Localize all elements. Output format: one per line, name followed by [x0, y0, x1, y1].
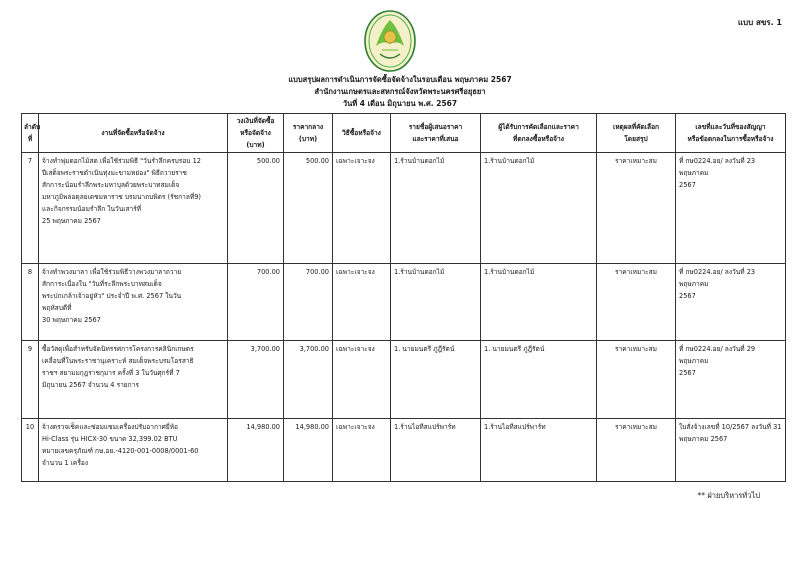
cell-work-line: มิถุนายน 2567 จำนวน 4 รายการ: [42, 381, 139, 389]
table-row: [22, 264, 786, 341]
cell-contract-line: ที่ กษ0224.อย/ ลงวันที่ 23 พฤษภาคม: [679, 157, 756, 177]
cell-work-line: เคลื่อนที่ในพระราชานุเคราะห์ สมเด็จพระบรมโอรสาธิ: [42, 357, 194, 365]
cell-budget: 700.00: [228, 264, 284, 341]
cell-bidders: 1.ร้านบ้านดอกไม้: [391, 153, 481, 264]
header-text: เลขที่และวันที่ของสัญญา: [695, 123, 766, 131]
cell-work-line: หมายเลขครุภัณฑ์ กษ.อย.-4120-001-0008/0001-60: [42, 447, 199, 455]
cell-no: 7: [22, 153, 39, 264]
header-budget: [228, 114, 284, 153]
header-text: โดยสรุป: [624, 135, 648, 143]
cell-work-line: สักการะน้อมรำลึกพระมหาบุลด้วยพระบาทสมเด็จ: [42, 181, 180, 189]
cell-no: 10: [22, 419, 39, 482]
cell-no: 9: [22, 341, 39, 419]
cell-contract: [676, 153, 786, 264]
agency-seal-logo: [364, 10, 416, 72]
header-work: [39, 114, 228, 153]
cell-work-line: ปีเสด็จพระราชดำเนินทุ่งมะขามหย่อง" พิธีถวายราช: [42, 169, 187, 177]
cell-median-price: 14,980.00: [284, 419, 333, 482]
cell-reason: ราคาเหมาะสม: [597, 419, 676, 482]
cell-bidders: 1.ร้านไอทีสแปร์พาร์ท: [391, 419, 481, 482]
cell-contract: [676, 419, 786, 482]
cell-method: เฉพาะเจาะจง: [333, 264, 391, 341]
header-text: ราคากลาง: [292, 123, 324, 131]
form-code: แบบ สขร. 1: [737, 18, 782, 27]
cell-median-price: 500.00: [284, 153, 333, 264]
cell-work-line: และกิจกรรมน้อมรำลึก ในวันเสาร์ที่: [42, 205, 142, 213]
report-date: วันที่ 4 เดือน มิถุนายน พ.ศ. 2567: [342, 99, 458, 108]
header-method: [333, 114, 391, 153]
cell-budget: 3,700.00: [228, 341, 284, 419]
cell-work-line: 25 พฤษภาคม 2567: [42, 217, 101, 225]
cell-contract-line: 2567: [679, 369, 696, 377]
header-reason: [597, 114, 676, 153]
header-text: งานที่จัดซื้อหรือจัดจ้าง: [101, 129, 165, 137]
report-title: แบบสรุปผลการดำเนินการจัดซื้อจัดจ้างในรอบเดือน พฤษภาคม 2567: [288, 75, 512, 84]
office-name: สำนักงานเกษตรและสหกรณ์จังหวัดพระนครศรีอยุธยา: [314, 87, 486, 96]
cell-work: [39, 419, 228, 482]
cell-reason: ราคาเหมาะสม: [597, 341, 676, 419]
cell-work-line: จ้างทำพวงมาลา เพื่อใช้ร่วมพิธีวางพวงมาลาถวาย: [42, 268, 182, 276]
cell-median-price: 3,700.00: [284, 341, 333, 419]
cell-work-line: Hi-Class รุ่น HICX-30 ขนาด 32,399.02 BTU: [42, 435, 178, 443]
header-text: และราคาที่เสนอ: [412, 135, 459, 143]
header-text: หรือจัดจ้าง (บาท): [240, 129, 271, 149]
cell-work-line: จำนวน 1 เครื่อง: [42, 459, 89, 467]
cell-selected: 1.ร้านไอทีสแปร์พาร์ท: [481, 419, 597, 482]
cell-work-line: สักการะเนื่องใน "วันที่ระลึกพระบาทสมเด็จ: [42, 280, 162, 288]
header-text: รายชื่อผู้เสนอราคา: [408, 123, 463, 131]
cell-work-line: พระปกเกล้าเจ้าอยู่หัว" ประจำปี พ.ศ. 2567 ในวัน: [42, 292, 182, 300]
procurement-summary-table: [21, 113, 786, 482]
table-header-row: [22, 114, 786, 153]
table-row: [22, 153, 786, 264]
cell-contract: [676, 264, 786, 341]
footer-note: ** ฝ่ายบริหารทั่วไป: [697, 491, 760, 500]
cell-contract-line: 2567: [679, 181, 696, 189]
cell-work-line: มหาภูมิพลอดุลยเดชมหาราช บรมนาถบพิตร (รัชกาลที่9): [42, 193, 202, 201]
cell-work: [39, 153, 228, 264]
cell-bidders: 1. นายมนตรี ภู่ฎีรัตน์: [391, 341, 481, 419]
header-text: ลำดับที่: [24, 123, 41, 143]
header-text: หรือข้อตกลงในการซื้อหรือจ้าง: [687, 135, 774, 143]
table-body: [22, 153, 786, 482]
cell-work-line: จ้างทำพุ่มดอกไม้สด เพื่อใช้ร่วมพิธี "วันรำลึกครบรอบ 12: [42, 157, 201, 165]
header-text: วิธีซื้อหรือจ้าง: [342, 129, 381, 137]
cell-selected: 1.ร้านบ้านดอกไม้: [481, 264, 597, 341]
cell-work-line: พฤหัสบดีที่: [42, 304, 72, 312]
cell-reason: ราคาเหมาะสม: [597, 264, 676, 341]
cell-selected: 1. นายมนตรี ภู่ฎีรัตน์: [481, 341, 597, 419]
table-row: [22, 341, 786, 419]
table-row: [22, 419, 786, 482]
cell-budget: 14,980.00: [228, 419, 284, 482]
header-text: ที่ตกลงซื้อหรือจ้าง: [513, 135, 564, 143]
header-text: (บาท): [298, 135, 318, 143]
cell-contract-line: ที่ กษ0224.อย/ ลงวันที่ 23 พฤษภาคม: [679, 268, 756, 288]
header-selected: [481, 114, 597, 153]
header-text: เหตุผลที่คัดเลือก: [612, 123, 660, 131]
cell-work-line: ซื้อวัสดุเพื่อสำหรับจัดนิทรรศการโครงการคลินิกเกษตร: [42, 345, 194, 353]
header-contract: [676, 114, 786, 153]
cell-work-line: 30 พฤษภาคม 2567: [42, 316, 101, 324]
header-median-price: [284, 114, 333, 153]
cell-bidders: 1.ร้านบ้านดอกไม้: [391, 264, 481, 341]
cell-contract-line: ใบสั่งจ้างเลขที่ 10/2567 ลงวันที่ 31: [679, 423, 782, 431]
cell-work-line: ราชฯ สยามมกุฎราชกุมาร ครั้งที่ 3 ในวันศุกร์ที่ 7: [42, 369, 180, 377]
header-text: วงเงินที่จัดซื้อ: [236, 117, 275, 125]
cell-contract-line: ที่ กษ0224.อย/ ลงวันที่ 29 พฤษภาคม: [679, 345, 756, 365]
cell-method: เฉพาะเจาะจง: [333, 153, 391, 264]
cell-median-price: 700.00: [284, 264, 333, 341]
cell-no: 8: [22, 264, 39, 341]
cell-contract-line: 2567: [679, 292, 696, 300]
cell-work-line: จ้างตรวจเช็คและซ่อมแซมเครื่องปรับอากาศยี่ห้อ: [42, 423, 179, 431]
document-title: [0, 74, 800, 110]
cell-work: [39, 264, 228, 341]
cell-contract: [676, 341, 786, 419]
cell-budget: 500.00: [228, 153, 284, 264]
cell-method: เฉพาะเจาะจง: [333, 419, 391, 482]
cell-contract-line: พฤษภาคม 2567: [679, 435, 728, 443]
header-no: [22, 114, 39, 153]
cell-work: [39, 341, 228, 419]
cell-method: เฉพาะเจาะจง: [333, 341, 391, 419]
header-bidders: [391, 114, 481, 153]
cell-reason: ราคาเหมาะสม: [597, 153, 676, 264]
cell-selected: 1.ร้านบ้านดอกไม้: [481, 153, 597, 264]
header-text: ผู้ได้รับการคัดเลือกและราคา: [498, 123, 579, 131]
